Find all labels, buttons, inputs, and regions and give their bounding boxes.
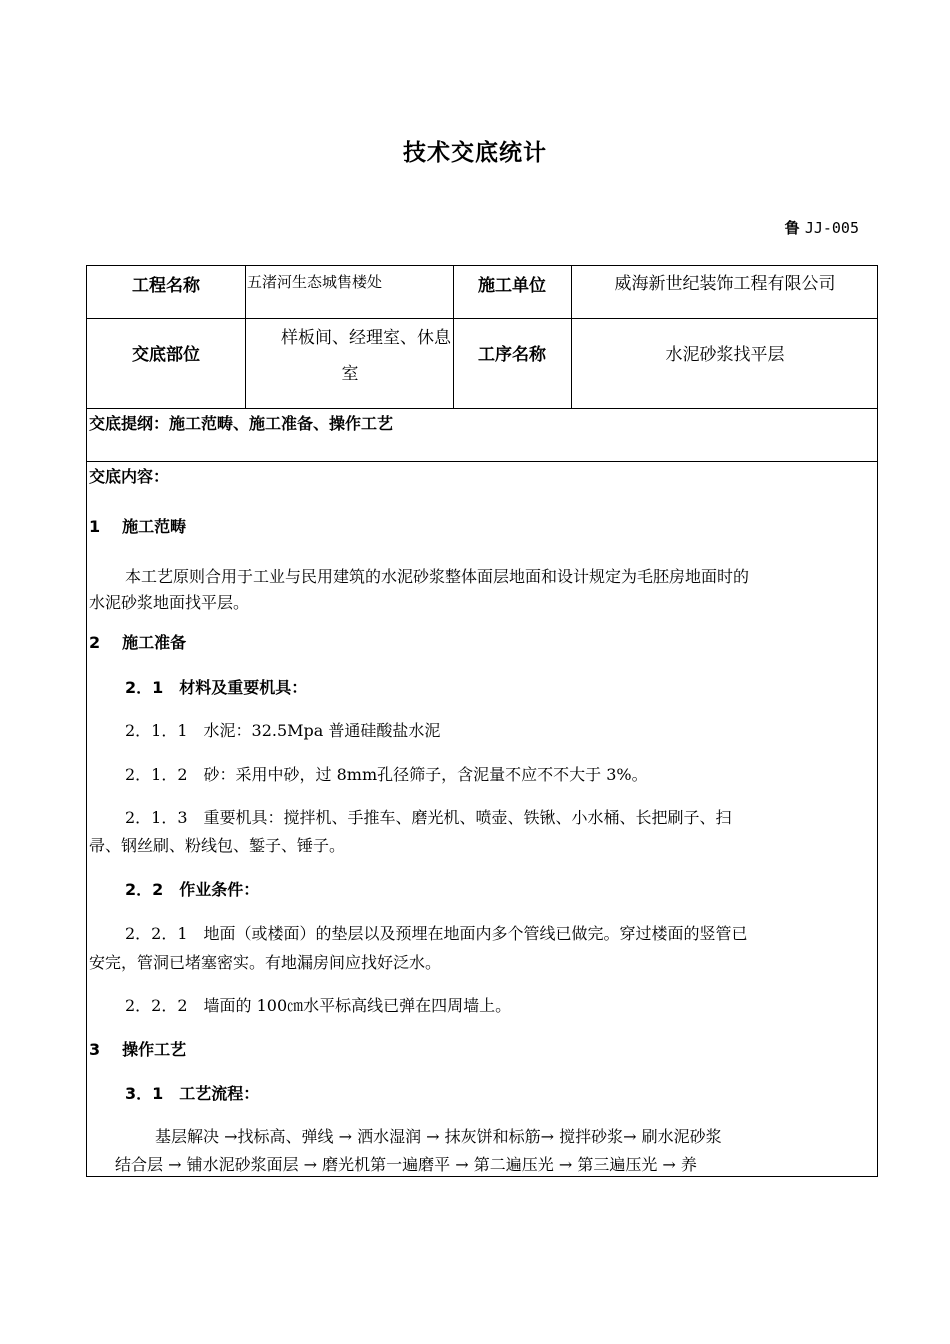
row-divider [87, 408, 877, 409]
paragraph-line: 水泥砂浆地面找平层。 [89, 593, 250, 612]
process-name-label: 工序名称 [478, 344, 546, 365]
construction-unit-label: 施工单位 [478, 275, 546, 296]
paragraph-line: 2．1．3 重要机具：搅拌机、手推车、磨光机、喷壶、铁锹、小水桶、长把刷子、扫 [125, 808, 732, 827]
document-title: 技术交底统计 [403, 140, 547, 166]
construction-unit-value: 威海新世纪装饰工程有限公司 [614, 273, 836, 294]
section-title: 操作工艺 [122, 1040, 187, 1059]
section-number: 2 [89, 633, 101, 652]
document-code-prefix: 鲁 [784, 219, 800, 237]
paragraph-line: 2．1．1 水泥：32.5Mpa 普通硅酸盐水泥 [125, 721, 441, 740]
document-code [785, 217, 859, 238]
disclosure-part-line: 室 [341, 364, 359, 384]
row-divider [87, 461, 877, 462]
project-name-label: 工程名称 [132, 275, 200, 296]
project-name-value: 五渚河生态城售楼处 [247, 272, 383, 291]
paragraph-line: 安完，管洞已堵塞密实。有地漏房间应找好泛水。 [89, 953, 442, 972]
process-name-value: 水泥砂浆找平层 [665, 344, 785, 365]
process-flow-line: 结合层 → 铺水泥砂浆面层 → 磨光机第一遍磨平 → 第二遍压光 → 第三遍压光 → 养 [115, 1155, 697, 1174]
paragraph-line: 本工艺原则合用于工业与民用建筑的水泥砂浆整体面层地面和设计规定为毛胚房地面时的 [125, 567, 750, 586]
disclosure-content-label: 交底内容： [89, 467, 170, 486]
section-heading-1 [89, 514, 873, 540]
column-divider [571, 266, 572, 408]
disclosure-table [86, 265, 878, 1177]
section-title: 施工范畴 [122, 517, 187, 536]
subsection-heading: 2．1 材料及重要机具： [125, 678, 308, 697]
disclosure-part-line: 样板间、经理室、休息 [281, 328, 451, 348]
section-title: 施工准备 [122, 633, 187, 652]
paragraph-line: 2．1．2 砂：采用中砂，过 8mm孔径筛子，含泥量不应不不大于 3%。 [125, 765, 648, 784]
disclosure-outline: 交底提纲：施工范畴、施工准备、操作工艺 [89, 414, 394, 433]
section-heading-3 [89, 1037, 873, 1063]
section-heading-2 [89, 630, 873, 656]
column-divider [245, 266, 246, 408]
subsection-heading: 3．1 工艺流程： [125, 1084, 260, 1103]
section-number: 1 [89, 517, 101, 536]
paragraph-line: 2．2．1 地面（或楼面）的垫层以及预埋在地面内多个管线已做完。穿过楼面的竖管已 [125, 924, 748, 943]
row-divider [87, 318, 877, 319]
disclosure-part-value [247, 320, 453, 392]
subsection-heading: 2．2 作业条件： [125, 880, 260, 899]
document-code-number: JJ-005 [804, 219, 859, 237]
paragraph-line: 2．2．2 墙面的 100㎝水平标高线已弹在四周墙上。 [125, 996, 512, 1015]
disclosure-part-label: 交底部位 [132, 344, 200, 365]
process-flow-line: 基层解决 →找标高、弹线 → 洒水湿润 → 抹灰饼和标筋→ 搅拌砂浆→ 刷水泥砂浆 [155, 1127, 722, 1146]
section-number: 3 [89, 1040, 101, 1059]
paragraph-line: 帚、钢丝刷、粉线包、錾子、锤子。 [89, 836, 346, 855]
